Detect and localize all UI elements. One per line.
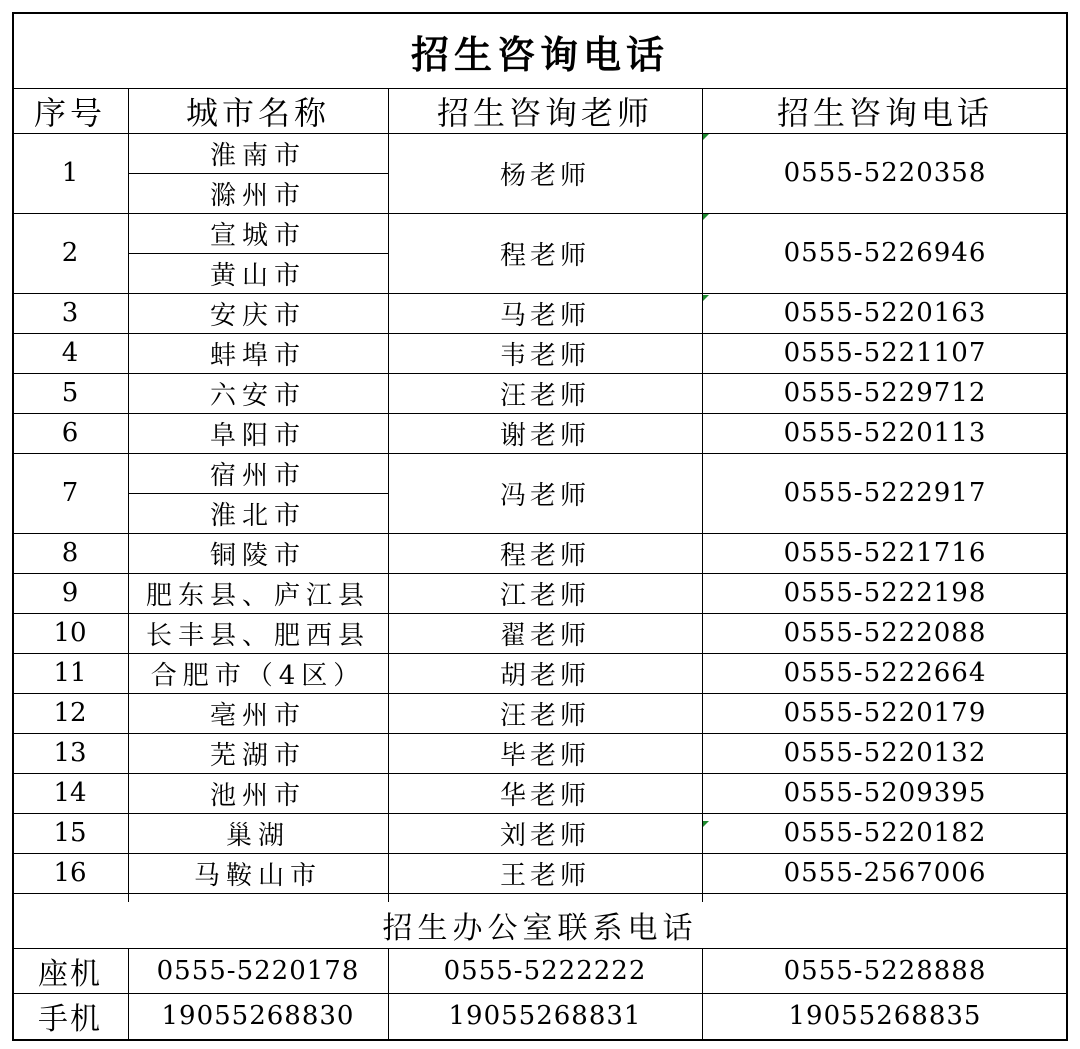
row-seq: 11 — [53, 658, 87, 688]
header-teacher: 招生咨询老师 — [436, 93, 653, 132]
mobile-label: 手机 — [38, 1002, 102, 1037]
row-teacher: 韦老师 — [499, 340, 590, 371]
mobile-number: 19055268835 — [788, 1001, 982, 1031]
office-column-divider — [128, 948, 129, 1039]
row-city: 马鞍山市 — [193, 860, 322, 891]
landline-number: 0555-5228888 — [783, 955, 987, 986]
table-bottom-border — [12, 1039, 1068, 1041]
row-teacher: 汪老师 — [499, 380, 590, 411]
row-city: 六安市 — [209, 380, 306, 411]
row-phone: 0555-5220132 — [783, 738, 987, 768]
row-teacher: 毕老师 — [499, 740, 590, 771]
row-phone: 0555-5222917 — [783, 478, 987, 508]
row-phone: 0555-5220182 — [783, 818, 987, 848]
row-divider — [12, 893, 1068, 894]
cell-marker-icon — [703, 214, 709, 220]
office-column-divider — [388, 948, 389, 1039]
row-teacher: 刘老师 — [499, 820, 590, 851]
mobile-number: 19055268830 — [161, 1001, 355, 1031]
row-phone: 0555-5220358 — [783, 158, 987, 188]
cell-marker-icon — [703, 821, 709, 827]
row-teacher: 冯老师 — [499, 480, 590, 511]
row-city: 肥东县、庐江县 — [145, 580, 370, 611]
row-seq: 10 — [53, 618, 87, 648]
row-phone: 0555-2567006 — [783, 858, 987, 888]
row-teacher: 谢老师 — [499, 420, 590, 451]
row-teacher: 汪老师 — [499, 700, 590, 731]
row-phone: 0555-5222664 — [783, 658, 987, 688]
row-seq: 7 — [61, 478, 79, 508]
row-seq: 1 — [61, 158, 79, 188]
row-seq: 16 — [53, 858, 87, 888]
row-city: 芜湖市 — [209, 740, 306, 771]
landline-label: 座机 — [38, 956, 102, 992]
row-city: 黄山市 — [209, 260, 306, 291]
city-split-divider — [128, 493, 388, 494]
row-phone: 0555-5220179 — [783, 698, 987, 728]
row-seq: 8 — [61, 538, 79, 568]
column-divider — [388, 88, 389, 902]
row-phone: 0555-5209395 — [783, 778, 987, 808]
row-phone: 0555-5226946 — [783, 238, 987, 268]
row-teacher: 华老师 — [499, 780, 590, 811]
row-city: 宿州市 — [209, 460, 306, 491]
cell-marker-icon — [703, 134, 709, 140]
row-city: 安庆市 — [209, 300, 306, 331]
row-seq: 4 — [61, 338, 79, 368]
row-seq: 13 — [53, 738, 87, 768]
column-divider — [702, 88, 703, 902]
row-phone: 0555-5222198 — [783, 578, 987, 608]
row-seq: 12 — [53, 698, 87, 728]
row-phone: 0555-5221716 — [783, 538, 987, 568]
row-phone: 0555-5220163 — [783, 298, 987, 328]
row-seq: 3 — [61, 298, 79, 328]
city-split-divider — [128, 253, 388, 254]
row-city: 合肥市（4区） — [150, 660, 366, 691]
row-teacher: 江老师 — [499, 580, 590, 611]
row-teacher: 王老师 — [499, 860, 590, 891]
office-title: 招生办公室联系电话 — [382, 911, 698, 946]
cell-marker-icon — [703, 295, 709, 301]
row-city: 阜阳市 — [209, 420, 306, 451]
row-city: 蚌埠市 — [209, 340, 306, 371]
row-teacher: 马老师 — [499, 300, 590, 331]
office-column-divider — [702, 948, 703, 1039]
row-city: 巢湖 — [225, 820, 290, 851]
table-title: 招生咨询电话 — [410, 32, 669, 77]
row-seq: 6 — [61, 418, 79, 448]
row-seq: 2 — [61, 238, 79, 268]
row-teacher: 程老师 — [499, 540, 590, 571]
column-divider — [128, 88, 129, 902]
row-teacher: 杨老师 — [499, 160, 590, 191]
row-city: 滁州市 — [209, 180, 306, 211]
row-city: 铜陵市 — [209, 540, 306, 571]
header-seq: 序号 — [33, 93, 106, 132]
row-seq: 5 — [61, 378, 79, 408]
row-phone: 0555-5221107 — [783, 338, 987, 368]
header-phone: 招生咨询电话 — [776, 93, 993, 132]
row-seq: 14 — [53, 778, 87, 808]
row-city: 池州市 — [209, 780, 306, 811]
row-seq: 15 — [53, 818, 87, 848]
landline-number: 0555-5220178 — [156, 955, 360, 986]
landline-number: 0555-5222222 — [443, 955, 647, 986]
header-city: 城市名称 — [185, 93, 330, 132]
row-city: 亳州市 — [209, 700, 306, 731]
row-teacher: 胡老师 — [499, 660, 590, 691]
row-teacher: 翟老师 — [499, 620, 590, 651]
row-seq: 9 — [61, 578, 79, 608]
row-phone: 0555-5222088 — [783, 618, 987, 648]
city-split-divider — [128, 173, 388, 174]
row-phone: 0555-5220113 — [783, 418, 987, 448]
row-teacher: 程老师 — [499, 240, 590, 271]
row-city: 宣城市 — [209, 220, 306, 251]
mobile-number: 19055268831 — [448, 1001, 642, 1031]
row-city: 淮南市 — [209, 140, 306, 171]
row-city: 淮北市 — [209, 500, 306, 531]
row-city: 长丰县、肥西县 — [145, 620, 370, 651]
row-phone: 0555-5229712 — [783, 378, 987, 408]
